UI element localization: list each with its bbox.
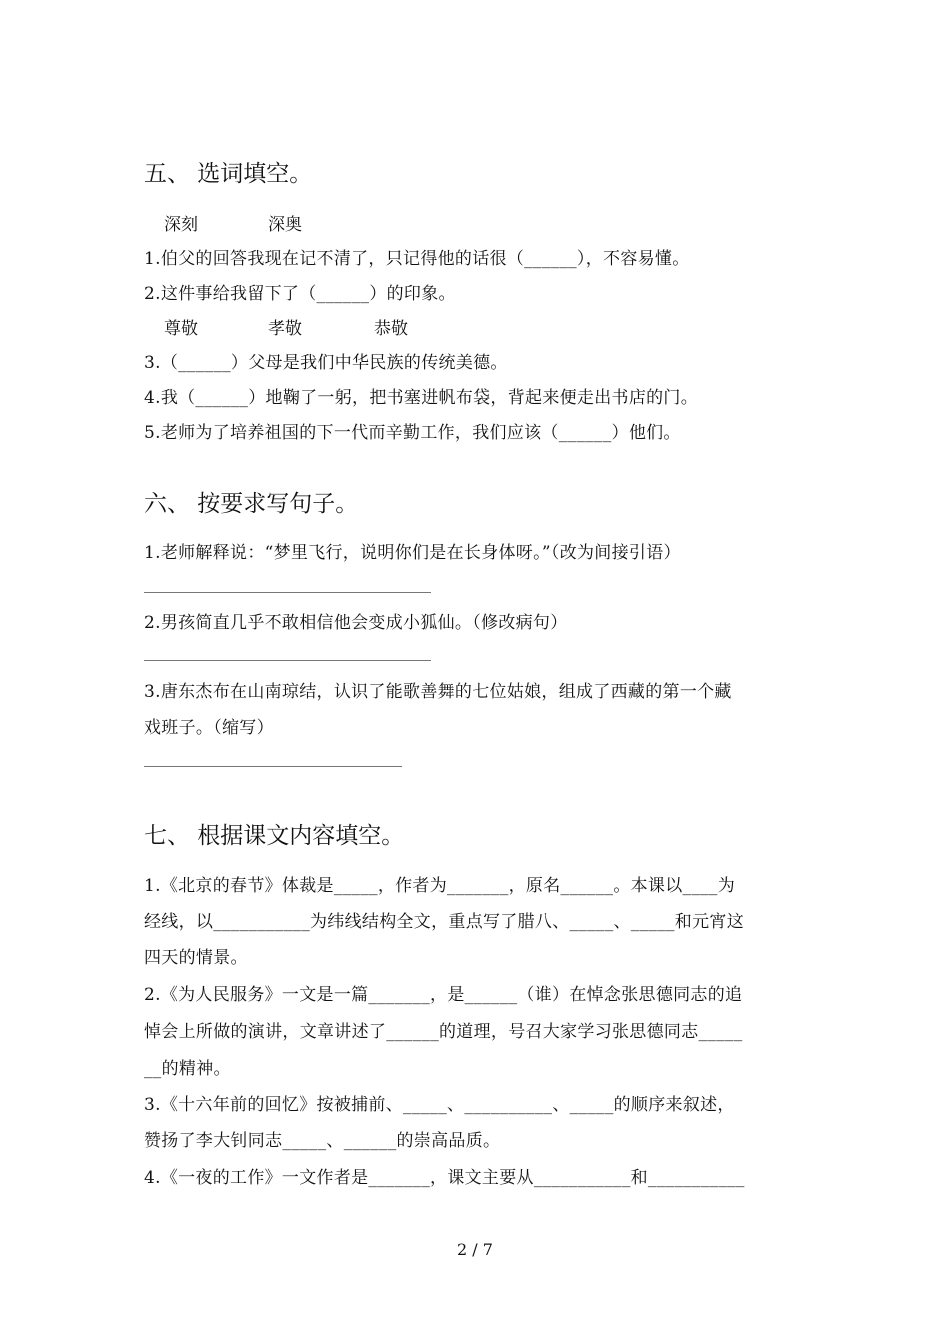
question-7-3-line1: 3.《十六年前的回忆》按被捕前、_____、__________、_____的顺序来叙述， — [144, 1095, 735, 1115]
question-7-2-line3: __的精神。 — [144, 1059, 231, 1079]
question-7-2-line2: 悼会上所做的演讲，文章讲述了______的道理，号召大家学习张思德同志_____ — [144, 1022, 743, 1042]
word-option: 恭敬 — [374, 319, 408, 339]
question-7-2-line1: 2.《为人民服务》一文是一篇_______，是______（谁）在悼念张思德同志的追 — [144, 985, 743, 1005]
answer-line-6-2[interactable] — [144, 660, 431, 661]
question-6-3-line1: 3.唐东杰布在山南琼结，认识了能歌善舞的七位姑娘，组成了西藏的第一个藏 — [144, 682, 732, 702]
question-5-2: 2.这件事给我留下了（______）的印象。 — [144, 284, 456, 304]
question-7-1-line2: 经线，以___________为纬线结构全文，重点写了腊八、_____、_____和元宵这 — [144, 912, 744, 932]
page-number: 2 / 7 — [457, 1240, 493, 1259]
question-7-1-line1: 1.《北京的春节》体裁是_____，作者为_______，原名______。本课以____为 — [144, 876, 736, 896]
question-5-5: 5.老师为了培养祖国的下一代而辛勤工作，我们应该（______）他们。 — [144, 423, 681, 443]
word-option: 深刻 — [164, 215, 198, 235]
word-option: 深奥 — [268, 215, 302, 235]
question-5-4: 4.我（______）地鞠了一躬，把书塞进帆布袋，背起来便走出书店的门。 — [144, 388, 699, 408]
question-6-2: 2.男孩简直几乎不敢相信他会变成小狐仙。（修改病句） — [144, 613, 568, 633]
answer-line-6-3[interactable] — [144, 766, 402, 767]
word-option: 尊敬 — [164, 319, 198, 339]
word-option: 孝敬 — [268, 319, 302, 339]
section7-title: 七、 根据课文内容填空。 — [144, 823, 405, 849]
question-7-1-line3: 四天的情景。 — [144, 948, 248, 968]
question-5-1: 1.伯父的回答我现在记不清了，只记得他的话很（______），不容易懂。 — [144, 249, 690, 269]
question-7-4-line1: 4.《一夜的工作》一文作者是_______，课文主要从___________和___________ — [144, 1168, 745, 1188]
question-6-1: 1.老师解释说：“梦里飞行，说明你们是在长身体呀。”（改为间接引语） — [144, 543, 681, 563]
question-5-3: 3.（______）父母是我们中华民族的传统美德。 — [144, 353, 508, 373]
answer-line-6-1[interactable] — [144, 592, 431, 593]
question-7-3-line2: 赞扬了李大钊同志_____、______的崇高品质。 — [144, 1131, 501, 1151]
section6-title: 六、 按要求写句子。 — [144, 491, 359, 517]
section5-title: 五、 选词填空。 — [144, 161, 313, 187]
question-6-3-line2: 戏班子。（缩写） — [144, 718, 274, 738]
